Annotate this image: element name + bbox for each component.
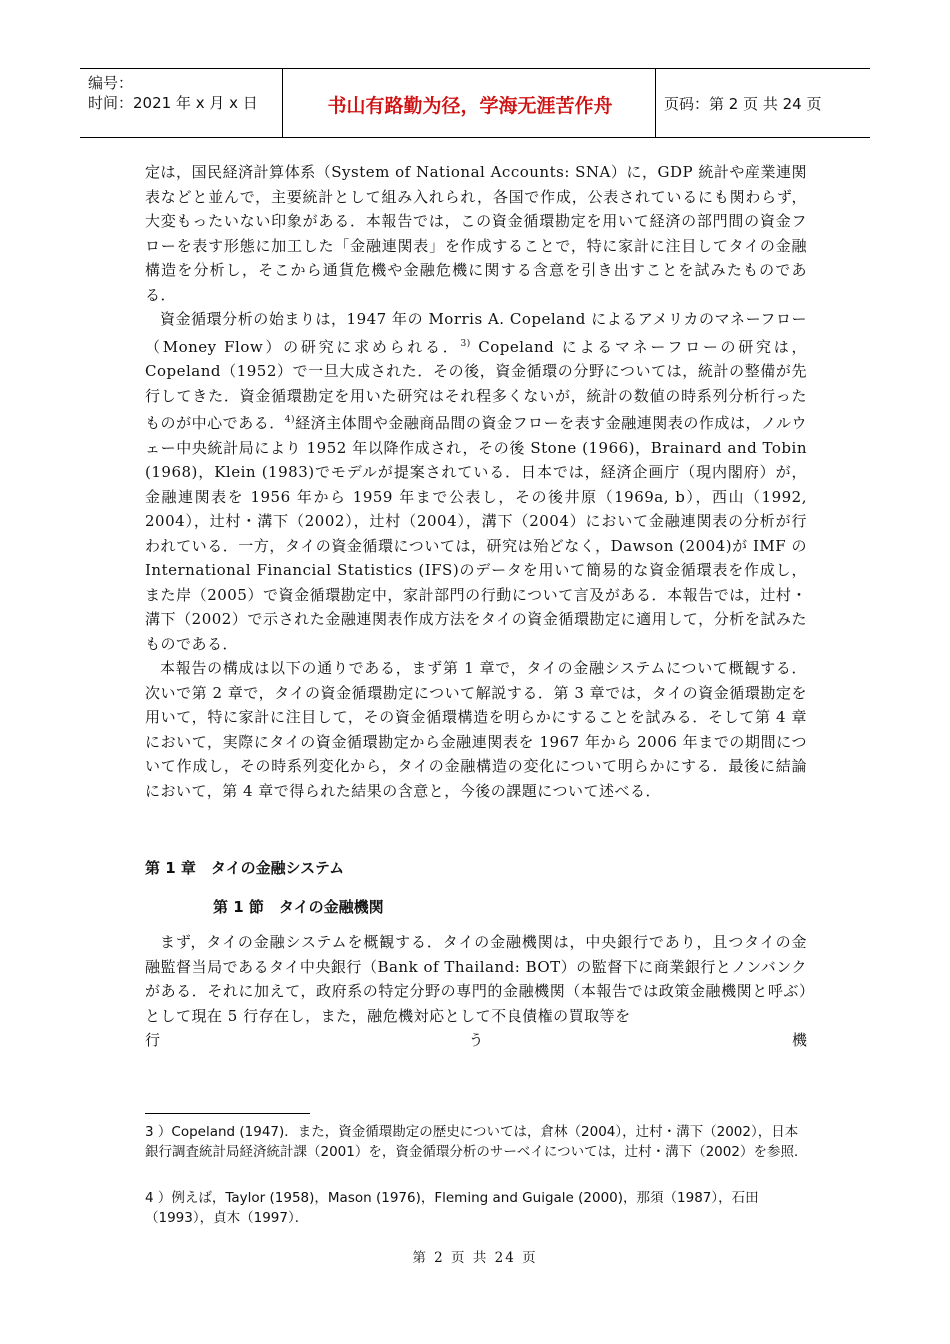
- header-page-label: 页码：第 2 页 共 24 页: [664, 95, 822, 113]
- footnote-text: Copeland (1947)．また，資金循環勘定の歴史については，倉林（2004），辻村・溝下（2002），日本銀行調査統計局経済統計課（2001）を，資金循環分析のサーベイについては，辻村・溝下（2002）を参照．: [145, 1124, 808, 1160]
- section-text: [145, 930, 807, 1053]
- page-footer: 第 2 页 共 24 页: [412, 1250, 538, 1266]
- footnote-mark: 3 ）: [145, 1124, 172, 1140]
- header-number-label: 编号：: [88, 74, 134, 92]
- page-header: [80, 68, 870, 138]
- paragraph-text: 経済主体間や金融商品間の資金フローを表す金融連関表の作成は，ノルウェー中央統計局により 1952 年以降作成され，その後 Stone (1966)，Brainard and Tobin (1968)，Klein (1983)でモデルが提案されている．日本では，経済企画庁（現内閣府）が，金融連関表を 1956 年から 1959 年まで公表し，その後井原（1969a, b），西山（1992, 2004），辻村・溝下（2002），辻村（2004），溝下（2004）において金融連関表の分析が行われている．一方，タイの資金循環については，研究は殆どなく，Dawson (2004)が IMF の International Financial Statistics (IFS)のデータを用いて簡易的な資金循環表を作成し，また岸（2005）で資金循環勘定中，家計部門の行動について言及がある．本報告では，辻村・溝下（2002）で示された金融連関表作成方法をタイの資金循環勘定に適用して，分析を試みたものである．: [145, 414, 807, 653]
- chapter-heading: 第 1 章 タイの金融システム: [145, 859, 345, 877]
- footnote-ref: 4): [284, 415, 296, 425]
- main-text: [145, 160, 807, 803]
- paragraph: 定は，国民経済計算体系（System of National Accounts: SNA）に，GDP 統計や産業連関表などと並んで，主要統計として組み入れられ，各国で作成，公表されているにも関わらず，大変もったいない印象がある．本報告では，この資金循環勘定を用いて経済の部門間の資金フローを表す形態に加工した「金融連関表」を作成することで，特に家計に注目してタイの金融構造を分析し，そこから通貨危機や金融危機に関する含意を引き出すことを試みたものである．: [145, 163, 807, 304]
- glyph: 機: [791, 1031, 807, 1049]
- footnote-rule: [145, 1113, 310, 1114]
- glyph: う: [468, 1031, 484, 1049]
- header-meta: [88, 73, 258, 113]
- header-date-label: 时间：2021 年 x 月 x 日: [88, 94, 258, 112]
- paragraph: 本報告の構成は以下の通りである，まず第 1 章で，タイの金融システムについて概観する．次いで第 2 章で，タイの資金循環勘定について解説する．第 3 章では，タイの資金循環勘定を用いて，特に家計に注目して，その資金循環構造を明らかにすることを試みる．そして第 4 章において，実際にタイの資金循環勘定から金融連関表を 1967 年から 2006 年までの期間について作成し，その時系列変化から，タイの金融構造の変化について明らかにする．最後に結論において，第 4 章で得られた結果の含意と，今後の課題について述べる．: [145, 659, 807, 800]
- paragraph: [145, 307, 807, 656]
- footnote: [145, 1188, 810, 1228]
- paragraph-text: 資金循環分析の始まりは，1947 年の Morris A. Copeland によるアメリカのマネーフロー（Money Flow）の研究に求められる．: [145, 310, 807, 356]
- header-divider: [282, 69, 283, 137]
- footnote-ref: 3): [460, 338, 471, 349]
- header-divider: [655, 69, 656, 137]
- footnote: [145, 1122, 810, 1162]
- footnote-text: 例えば，Taylor (1958)，Mason (1976)，Fleming and Guigale (2000)，那須（1987），石田（1993），貞木（1997）．: [145, 1190, 759, 1226]
- footnote-mark: 4 ）: [145, 1190, 172, 1206]
- header-motto: 书山有路勤为径，学海无涯苦作舟: [327, 95, 613, 117]
- justified-last-line: [145, 1028, 807, 1053]
- glyph: 行: [145, 1031, 161, 1049]
- section-heading: 第 1 節 タイの金融機関: [213, 898, 384, 916]
- paragraph-text: Copeland によるマネーフローの研究は，Copeland（1952）で一旦大成された．その後，資金循環の分野については，統計の整備が先行してきた．資金循環勘定を用いた研究はそれ程多くないが，統計の数値の時系列分析行ったものが中心である．: [145, 337, 807, 432]
- paragraph: まず，タイの金融システムを概観する．タイの金融機関は，中央銀行であり，且つタイの金融監督当局であるタイ中央銀行（Bank of Thailand: BOT）の監督下に商業銀行とノンバンクがある．それに加えて，政府系の特定分野の専門的金融機関（本報告では政策金融機関と呼ぶ）として現在 5 行存在し，また，融危機対応として不良債権の買取等を: [145, 933, 807, 1025]
